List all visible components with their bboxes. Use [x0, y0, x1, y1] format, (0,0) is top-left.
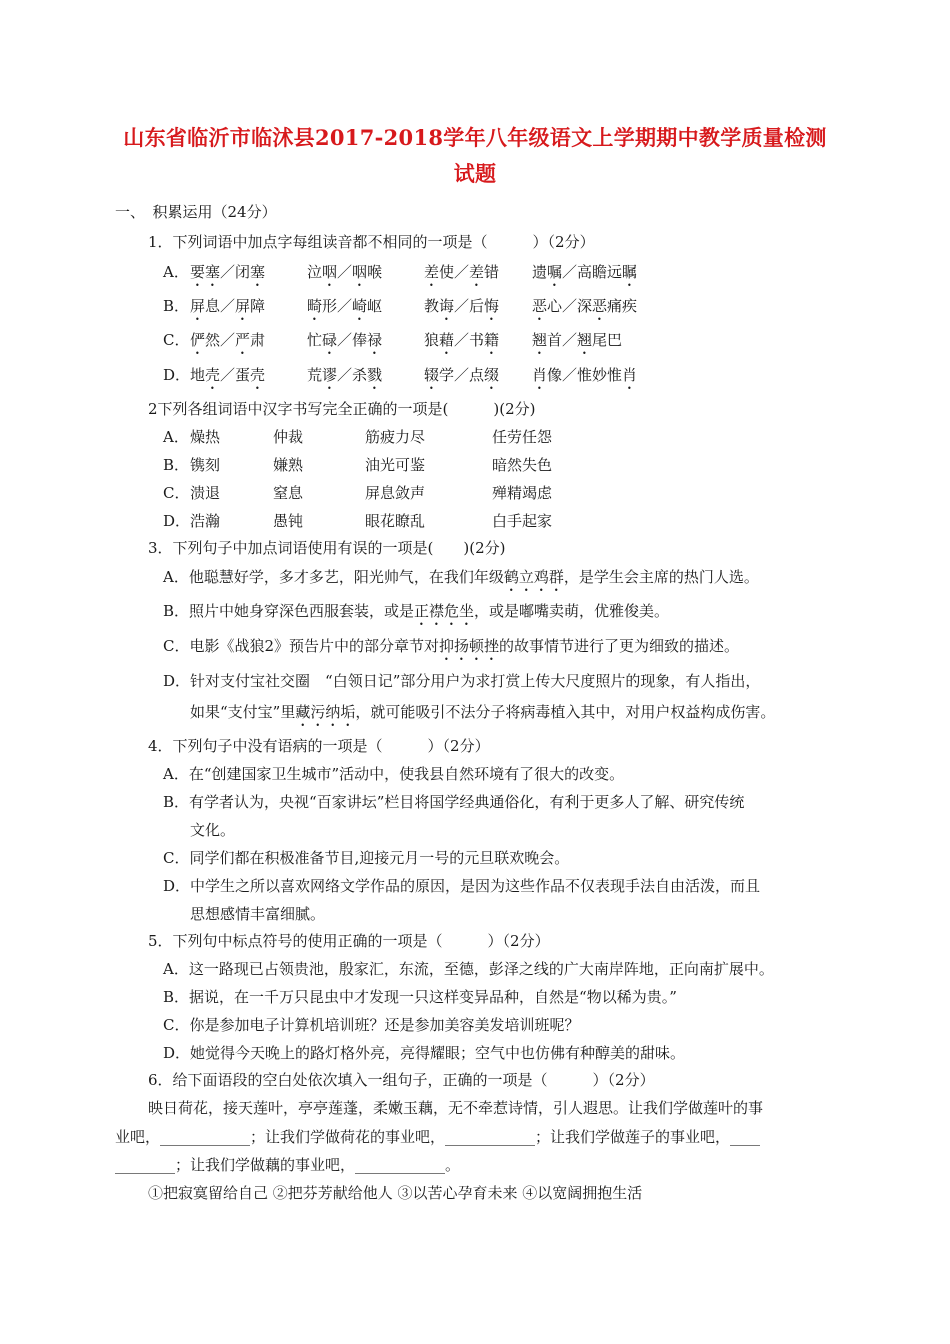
option-item: 泣咽／咽喉: [307, 263, 383, 281]
option-item: 镌刻: [190, 456, 221, 474]
option-item: 嫌熟: [273, 456, 304, 474]
option-item: 油光可鉴: [365, 456, 426, 474]
question-3-option-b: B．照片中她身穿深色西服套装，或是正襟危坐，或是嘟嘴卖萌，优雅俊美。: [163, 602, 670, 620]
option-item: 教诲／后悔: [424, 297, 500, 315]
option-item: 差使／差错: [424, 263, 500, 281]
question-2-stem: 2下列各组词语中汉字书写完全正确的一项是( )(2分): [148, 400, 536, 418]
option-item: 荒谬／杀戮: [307, 366, 383, 384]
option-item: 恶心／深恶痛疾: [532, 297, 638, 315]
question-4-option-d: D．中学生之所以喜欢网络文学作品的原因，是因为这些作品不仅表现手法自由活泼，而且: [163, 877, 761, 895]
option-item: 俨然／严肃: [190, 331, 266, 349]
question-6-passage-line-2: 业吧，____________；让我们学做荷花的事业吧，____________；让我们学做莲子的事业吧，____: [115, 1128, 761, 1146]
option-label: A．: [163, 263, 189, 281]
question-6-passage-line-3: ________；让我们学做藕的事业吧，____________。: [115, 1156, 461, 1174]
question-4-stem: 4．下列句子中没有语病的一项是（ ）（2分）: [148, 737, 490, 755]
option-item: 翘首／翘尾巴: [532, 331, 623, 349]
document-title-continued: 试题: [453, 161, 497, 186]
question-3-option-a: A．他聪慧好学，多才多艺，阳光帅气，在我们年级鹤立鸡群，是学生会主席的热门人选。: [163, 568, 759, 586]
document-title: 山东省临沂市临沭县2017-2018学年八年级语文上学期期中教学质量检测: [123, 125, 827, 150]
question-4-option-d-continued: 思想感情丰富细腻。: [190, 905, 326, 923]
option-item: 屏息／屏障: [190, 297, 266, 315]
option-item: 浩瀚: [190, 512, 221, 530]
question-3-option-d: D．针对支付宝社交圈 “白领日记”部分用户为求打赏上传大尺度照片的现象，有人指出，: [163, 672, 761, 690]
option-item: 屏息敛声: [365, 484, 426, 502]
option-item: 窒息: [273, 484, 304, 502]
option-label: D．: [163, 366, 191, 384]
option-item: 肖像／惟妙惟肖: [532, 366, 638, 384]
option-item: 辍学／点缀: [424, 366, 500, 384]
option-item: 畸形／崎岖: [307, 297, 383, 315]
option-item: 溃退: [190, 484, 221, 502]
question-5-option-a: A．这一路现已占领贵池，殷家汇，东流，至德，彭泽之线的广大南岸阵地，正向南扩展中。: [163, 960, 774, 978]
option-item: 愚钝: [273, 512, 304, 530]
question-1-stem: 1．下列词语中加点字每组读音都不相同的一项是（ ）（2分）: [148, 233, 595, 251]
option-item: 地壳／蛋壳: [190, 366, 266, 384]
question-5-stem: 5．下列句中标点符号的使用正确的一项是（ ）（2分）: [148, 932, 550, 950]
option-item: 遗嘱／高瞻远瞩: [532, 263, 638, 281]
question-6-choices: ①把寂寞留给自己 ②把芬芳献给他人 ③以苦心孕育未来 ④以宽阔拥抱生活: [148, 1184, 643, 1202]
question-6-passage-line-1: 映日荷花，接天莲叶，亭亭莲蓬，柔嫩玉藕，无不牵惹诗情，引人遐思。让我们学做莲叶的事: [148, 1099, 764, 1117]
option-item: 忙碌／俸禄: [307, 331, 383, 349]
option-label: B．: [163, 297, 190, 315]
option-item: 眼花瞭乱: [365, 512, 426, 530]
option-item: 要塞／闭塞: [190, 263, 266, 281]
option-label: D．: [163, 512, 191, 530]
section-heading: 一、 积累运用（24分）: [115, 203, 277, 221]
option-item: 仲裁: [273, 428, 304, 446]
option-item: 狼藉／书籍: [424, 331, 500, 349]
question-5-option-d: D．她觉得今天晚上的路灯格外亮，亮得耀眼；空气中也仿佛有种醇美的甜味。: [163, 1044, 686, 1062]
option-item: 白手起家: [492, 512, 553, 530]
question-4-option-b-continued: 文化。: [190, 821, 236, 839]
question-5-option-c: C．你是参加电子计算机培训班？还是参加美容美发培训班呢？: [163, 1016, 580, 1034]
question-5-option-b: B．据说，在一千万只昆虫中才发现一只这样变异品种，自然是“物以稀为贵。”: [163, 988, 677, 1006]
question-3-stem: 3．下列句子中加点词语使用有误的一项是( )(2分): [148, 539, 506, 557]
question-4-option-b: B．有学者认为，央视“百家讲坛”栏目将国学经典通俗化，有利于更多人了解、研究传统: [163, 793, 745, 811]
option-label: A．: [163, 428, 189, 446]
question-3-option-d-continued: 如果“支付宝”里藏污纳垢，就可能吸引不法分子将病毒植入其中，对用户权益构成伤害。: [190, 703, 776, 721]
question-4-option-c: C．同学们都在积极准备节目,迎接元月一号的元旦联欢晚会。: [163, 849, 570, 867]
option-item: 燥热: [190, 428, 221, 446]
option-item: 筋疲力尽: [365, 428, 426, 446]
question-3-option-c: C．电影《战狼2》预告片中的部分章节对抑扬顿挫的故事情节进行了更为细致的描述。: [163, 637, 740, 655]
option-item: 殚精竭虑: [492, 484, 553, 502]
option-label: B．: [163, 456, 190, 474]
option-item: 暗然失色: [492, 456, 553, 474]
option-label: C．: [163, 331, 190, 349]
question-6-stem: 6．给下面语段的空白处依次填入一组句子，正确的一项是（ ）（2分）: [148, 1071, 655, 1089]
question-4-option-a: A．在“创建国家卫生城市”活动中，使我县自然环境有了很大的改变。: [163, 765, 625, 783]
option-label: C．: [163, 484, 190, 502]
option-item: 任劳任怨: [492, 428, 553, 446]
